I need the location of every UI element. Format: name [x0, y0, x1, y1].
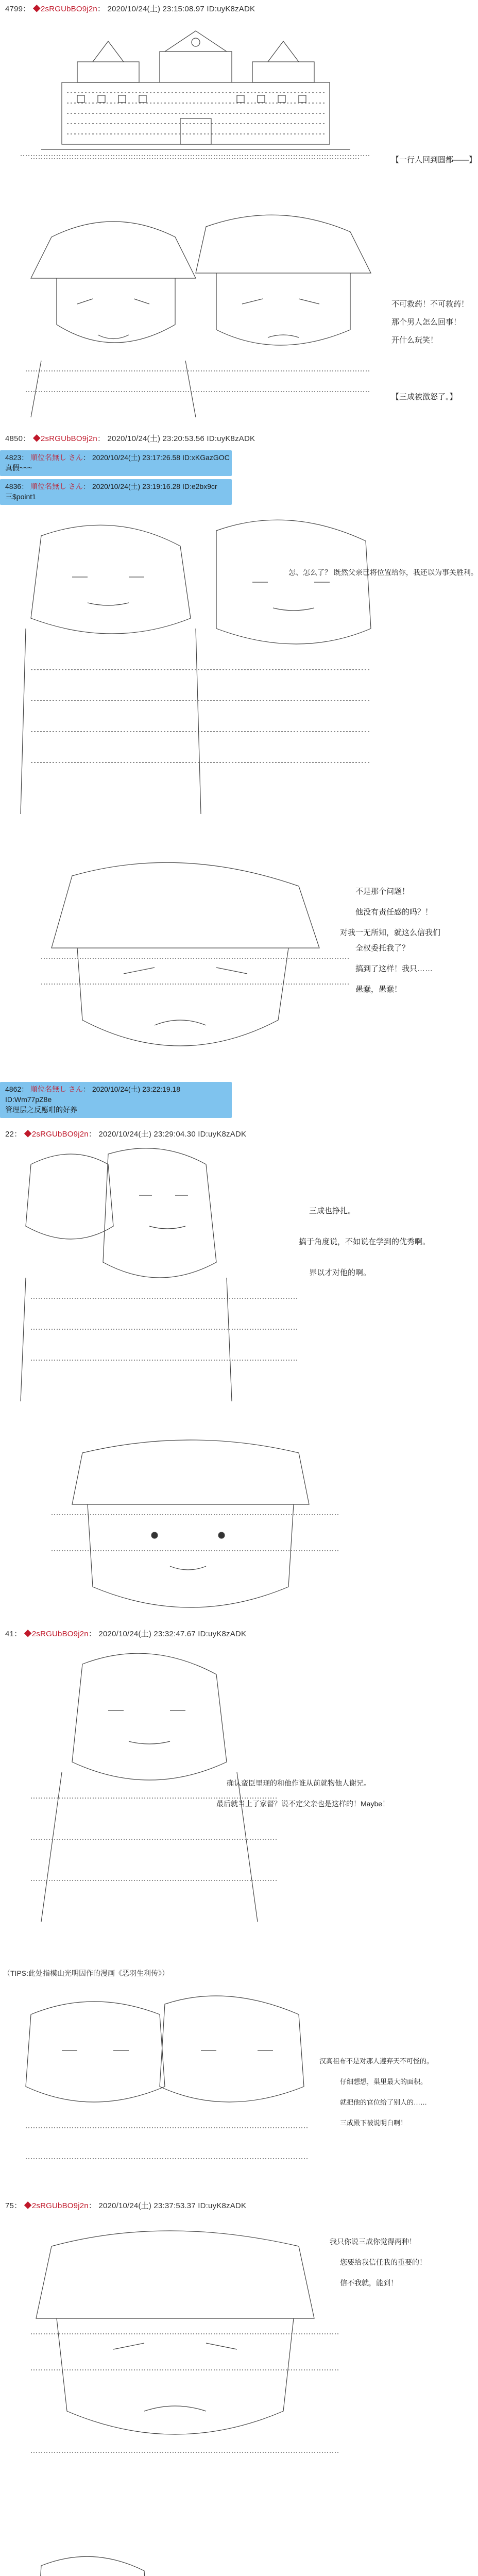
scene-1-footer: 【三成被激怒了。】 [391, 393, 457, 401]
castle-illustration [10, 21, 381, 160]
scene-5-line-1: 确认蛮臣里现的和他作谁从前就物他人谢兄。 [227, 1779, 371, 1787]
post-time: 2020/10/24(土) 23:15:08.97 [107, 5, 204, 13]
post-id[interactable]: ID:uyK8zADK [207, 5, 255, 13]
scene-6-line-2: 仔细想想，巢里最大的面积。 [340, 2078, 428, 2086]
scene-6-line-3: 就把他的官位给了别人的…… [340, 2098, 428, 2106]
tips-note: （TIPS:此处指模山光明因作的漫画《恶羽生利传》） [3, 1969, 169, 1977]
post-number[interactable]: 4799 [5, 5, 23, 13]
reply-4836: 4836： 順位名無し さん： 2020/10/24(土) 23:19:16.28 ID:e2bx9cr 三$point1 [0, 479, 232, 505]
scene-1-line-1: 不可救药！不可救药！ [391, 300, 469, 309]
character-closeup-7 [10, 2215, 381, 2504]
scene-7-line-3: 信不我就，能到！ [340, 2279, 398, 2287]
ascii-art-scene-6 [10, 1984, 381, 2200]
character-closeup-3 [10, 855, 381, 1072]
characters-illustration-8 [10, 2545, 381, 2576]
castle-caption: 【一行人回到圓都——】 [391, 156, 477, 164]
scene-4-line-3: 界以才对他的啊。 [309, 1268, 371, 1277]
ascii-art-scene-7 [10, 2215, 381, 2504]
characters-illustration-6 [10, 1984, 381, 2200]
post-header-41: 41： ◆2sRGUbBO9j2n： 2020/10/24(土) 23:32:47.67 ID:uyK8zADK [5, 1630, 247, 1638]
reply-4862: 4862： 順位名無し さん： 2020/10/24(土) 23:22:19.18 ID:Wm77pZ8e 管理层之反應咁的好养 [0, 1082, 232, 1118]
post-header-75: 75： ◆2sRGUbBO9j2n： 2020/10/24(土) 23:37:53.37 ID:uyK8zADK [5, 2201, 247, 2210]
characters-illustration-2 [10, 515, 381, 824]
post-trip: ◆2sRGUbBO9j2n [32, 5, 97, 13]
scene-6-line-1: 汉高祖布不是对那人遵弃天不可怪的。 [319, 2057, 434, 2065]
ascii-art-scene-2 [10, 515, 381, 824]
scene-2-line-1: 怎、怎么了？ 既然父亲已将位置给你，我还以为事关胜利。 [288, 568, 478, 577]
characters-illustration-1 [10, 206, 381, 422]
post-header-22: 22： ◆2sRGUbBO9j2n： 2020/10/24(土) 23:29:04.30 ID:uyK8zADK [5, 1130, 247, 1139]
post-header-4799: 4799： ◆2sRGUbBO9j2n： 2020/10/24(土) 23:15:08.97 ID:uyK8zADK [5, 5, 255, 13]
scene-5-line-2: 最后就当上了家督？说不定父亲也是这样的！Maybe！ [216, 1800, 390, 1808]
scene-7-line-1: 我只你说三成你觉得两种！ [330, 2238, 416, 2246]
ascii-art-scene-1 [10, 206, 381, 422]
reply-4823: 4823： 順位名無し さん： 2020/10/24(土) 23:17:26.58 ID:xKGazGOC 真假~~~ [0, 450, 232, 476]
scene-1-line-3: 开什么玩笑！ [391, 336, 438, 345]
scene-1-line-2: 那个男人怎么回事！ [391, 318, 462, 327]
scene-3-line-6: 愚蠢，愚蠢！ [355, 985, 402, 994]
scene-3-line-3: 对我一无所知，就这么信我们 [340, 928, 441, 937]
scene-6-line-4: 三成殿下被说明白啊！ [340, 2119, 407, 2127]
scene-3-line-4: 全权委托我了？ [355, 944, 410, 953]
scene-3-line-5: 搞到了这样！我只…… [355, 964, 433, 973]
ascii-art-castle [10, 21, 381, 160]
ascii-art-scene-4b [10, 1432, 381, 1623]
ascii-art-scene-3 [10, 855, 381, 1072]
scene-4-line-2: 搞于角度说，不如说在学到的优秀啊。 [299, 1238, 431, 1246]
character-closeup-4b [10, 1432, 381, 1623]
scene-4-line-1: 三成也挣扎。 [309, 1207, 356, 1215]
post-header-4850: 4850： ◆2sRGUbBO9j2n： 2020/10/24(土) 23:20:53.56 ID:uyK8zADK [5, 434, 255, 443]
scene-3-line-2: 他没有责任感的吗？！ [355, 908, 433, 917]
ascii-art-scene-8 [10, 2545, 381, 2576]
scene-3-line-1: 不是那个问题！ [355, 887, 410, 896]
scene-7-line-2: 您要给我信任我的重要的！ [340, 2258, 426, 2266]
